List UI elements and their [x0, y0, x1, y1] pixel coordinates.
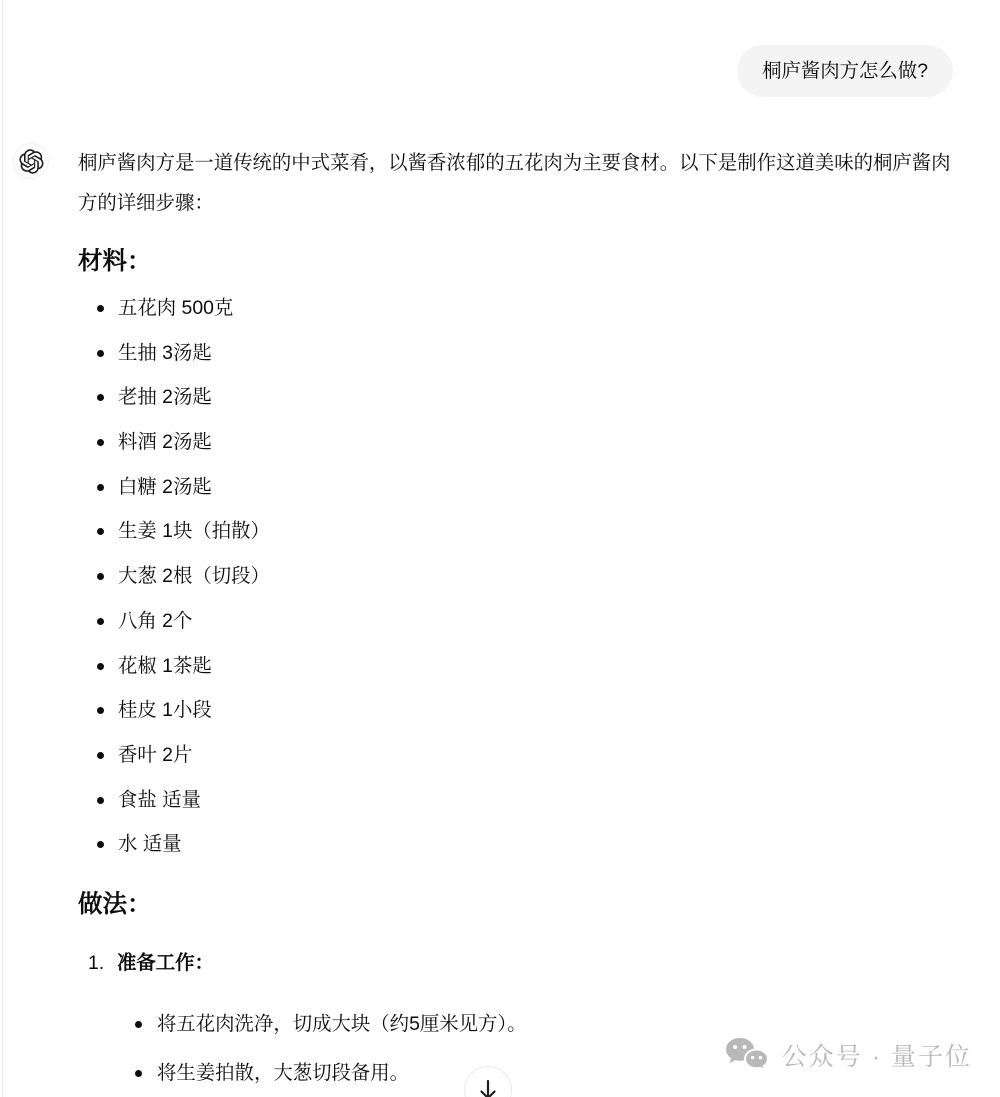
- assistant-message: [78, 143, 958, 1097]
- ingredient-item: 料酒 2汤匙: [78, 430, 958, 455]
- user-message-row: [737, 45, 953, 97]
- wechat-icon: [724, 1036, 770, 1074]
- user-message-bubble: 桐庐酱肉方怎么做?: [737, 45, 953, 97]
- step-number: 1.: [88, 952, 105, 975]
- assistant-avatar: [13, 143, 49, 179]
- watermark-text: 公众号 · 量子位: [781, 1043, 972, 1071]
- ingredient-item: 香叶 2片: [78, 743, 958, 768]
- ingredient-list: [78, 296, 958, 857]
- ingredient-item: 水 适量: [78, 832, 958, 857]
- ingredient-item: 五花肉 500克: [78, 296, 958, 321]
- substep-item: 将生姜拍散，大葱切段备用。: [117, 1061, 958, 1086]
- ingredient-item: 花椒 1茶匙: [78, 654, 958, 679]
- ingredient-item: 大葱 2根（切段）: [78, 564, 958, 589]
- ingredient-item: 生抽 3汤匙: [78, 341, 958, 366]
- assistant-intro-text: 桐庐酱肉方是一道传统的中式菜肴，以酱香浓郁的五花肉为主要食材。以下是制作这道美味的桐庐酱肉方的详细步骤：: [78, 152, 951, 214]
- watermark: [724, 1036, 972, 1074]
- arrow-down-icon: [478, 1078, 498, 1097]
- panel-edge-divider: [2, 0, 3, 1097]
- ingredient-item: 生姜 1块（拍散）: [78, 519, 958, 544]
- openai-logo-icon: [19, 149, 44, 174]
- steps-heading: 做法：: [78, 891, 152, 919]
- substep-item: 将五花肉洗净，切成大块（约5厘米见方）。: [117, 1012, 958, 1037]
- ingredient-item: 白糖 2汤匙: [78, 475, 958, 500]
- materials-heading: 材料：: [78, 248, 152, 275]
- step-title: 准备工作：: [117, 952, 214, 975]
- ingredient-item: 桂皮 1小段: [78, 698, 958, 723]
- ingredient-item: 食盐 适量: [78, 788, 958, 813]
- ingredient-item: 八角 2个: [78, 609, 958, 634]
- ingredient-item: 老抽 2汤匙: [78, 385, 958, 410]
